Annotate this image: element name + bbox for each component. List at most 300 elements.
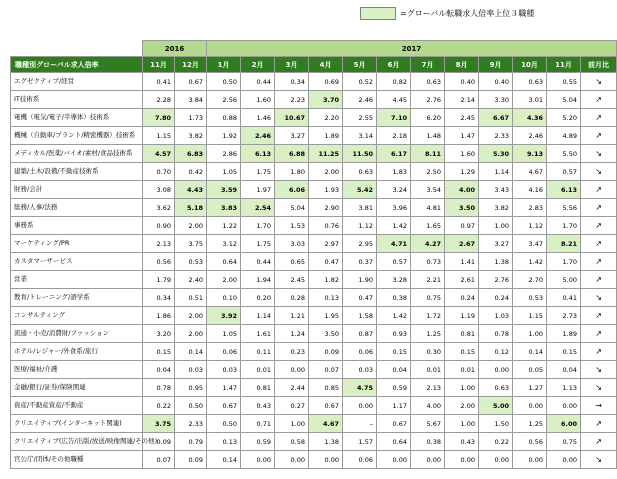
value-cell: 0.07 xyxy=(143,451,175,469)
value-cell: 0.75 xyxy=(547,433,581,451)
blank-cell xyxy=(11,41,143,57)
value-cell: 0.13 xyxy=(207,433,241,451)
value-cell: 3.83 xyxy=(207,199,241,217)
value-cell: 1.00 xyxy=(479,217,513,235)
value-cell: 1.65 xyxy=(411,217,445,235)
value-cell: 0.51 xyxy=(175,289,207,307)
value-cell: 2.28 xyxy=(143,91,175,109)
trend-arrow-icon: ↗ xyxy=(581,307,617,325)
value-cell: 0.57 xyxy=(377,253,411,271)
value-cell: 2.23 xyxy=(275,91,309,109)
table-row xyxy=(11,451,617,469)
value-cell: 0.53 xyxy=(175,253,207,271)
value-cell: 6.17 xyxy=(377,145,411,163)
value-cell: 0.43 xyxy=(241,397,275,415)
year-2016-header: 2016 xyxy=(143,41,207,57)
category-cell: 事務系 xyxy=(11,217,143,235)
value-cell: 0.00 xyxy=(309,451,343,469)
value-cell: 0.00 xyxy=(547,397,581,415)
value-cell: 1.93 xyxy=(309,181,343,199)
value-cell: 0.24 xyxy=(479,289,513,307)
value-cell: 0.14 xyxy=(513,343,547,361)
value-cell: 0.09 xyxy=(309,343,343,361)
trend-arrow-icon: ↗ xyxy=(581,325,617,343)
value-cell: 2.18 xyxy=(377,127,411,145)
value-cell: 0.64 xyxy=(377,433,411,451)
value-cell: 2.61 xyxy=(445,271,479,289)
value-cell: 0.00 xyxy=(377,451,411,469)
value-cell: 3.50 xyxy=(309,325,343,343)
value-cell: 0.59 xyxy=(377,379,411,397)
value-cell: 5.18 xyxy=(175,199,207,217)
table-row xyxy=(11,343,617,361)
value-cell: 3.92 xyxy=(207,307,241,325)
month-header: 2月 xyxy=(241,57,275,73)
legend xyxy=(360,6,534,20)
value-cell: 0.78 xyxy=(143,379,175,397)
trend-arrow-icon: ↗ xyxy=(581,433,617,451)
value-cell: 1.53 xyxy=(275,217,309,235)
value-cell: 1.15 xyxy=(513,307,547,325)
value-cell: 0.28 xyxy=(275,289,309,307)
value-cell: 1.50 xyxy=(479,415,513,433)
value-cell: 0.23 xyxy=(275,343,309,361)
value-cell: 6.67 xyxy=(479,109,513,127)
value-cell: 4.67 xyxy=(309,415,343,433)
value-cell: 1.70 xyxy=(547,217,581,235)
value-cell: 2.76 xyxy=(479,271,513,289)
value-cell: 1.61 xyxy=(241,325,275,343)
value-cell: 2.00 xyxy=(175,217,207,235)
value-cell: 3.50 xyxy=(445,199,479,217)
value-cell: 2.45 xyxy=(275,271,309,289)
trend-arrow-icon: ↗ xyxy=(581,127,617,145)
month-header: 1月 xyxy=(207,57,241,73)
value-cell: 1.47 xyxy=(207,379,241,397)
trend-arrow-icon: ↘ xyxy=(581,361,617,379)
value-cell: 2.00 xyxy=(175,307,207,325)
value-cell: 1.83 xyxy=(377,163,411,181)
value-cell: 0.50 xyxy=(207,415,241,433)
value-cell: 1.13 xyxy=(547,379,581,397)
value-cell: 0.24 xyxy=(445,289,479,307)
category-cell: 教育/トレーニング/語学系 xyxy=(11,289,143,307)
value-cell: 0.00 xyxy=(411,451,445,469)
value-cell: 1.79 xyxy=(143,271,175,289)
value-cell: 3.01 xyxy=(513,91,547,109)
value-cell: 0.63 xyxy=(479,379,513,397)
category-cell: メディカル/医薬/バイオ/素材/食品技術系 xyxy=(11,145,143,163)
value-cell: 0.06 xyxy=(207,343,241,361)
table-row xyxy=(11,361,617,379)
value-cell: 0.15 xyxy=(445,343,479,361)
value-cell: 0.93 xyxy=(377,325,411,343)
value-cell: 1.58 xyxy=(343,307,377,325)
value-cell: 1.14 xyxy=(479,163,513,181)
trend-arrow-icon: ↗ xyxy=(581,199,617,217)
value-cell: 4.81 xyxy=(411,199,445,217)
value-cell: 2.46 xyxy=(241,127,275,145)
value-cell: 5.50 xyxy=(547,145,581,163)
value-cell: 1.75 xyxy=(241,163,275,181)
value-cell: – xyxy=(343,415,377,433)
value-cell: 5.04 xyxy=(275,199,309,217)
value-cell: 4.89 xyxy=(547,127,581,145)
category-cell: クリエイティブ(広告/出版/放送/映像関連/その他) xyxy=(11,433,143,451)
value-cell: 8.21 xyxy=(547,235,581,253)
value-cell: 0.00 xyxy=(479,451,513,469)
table-row xyxy=(11,289,617,307)
trend-arrow-icon: ↗ xyxy=(581,271,617,289)
table-row xyxy=(11,163,617,181)
value-cell: 5.30 xyxy=(479,145,513,163)
category-cell: 総務/人事/法務 xyxy=(11,199,143,217)
value-cell: 0.55 xyxy=(547,73,581,91)
value-cell: 0.41 xyxy=(547,289,581,307)
value-cell: 0.76 xyxy=(309,217,343,235)
value-cell: 0.67 xyxy=(309,397,343,415)
table-row xyxy=(11,433,617,451)
value-cell: 4.45 xyxy=(377,91,411,109)
value-cell: 6.83 xyxy=(175,145,207,163)
table-row xyxy=(11,379,617,397)
value-cell: 0.34 xyxy=(275,73,309,91)
value-cell: 4.00 xyxy=(445,181,479,199)
value-cell: 2.33 xyxy=(479,127,513,145)
trend-arrow-icon: ↘ xyxy=(581,379,617,397)
value-cell: 7.10 xyxy=(377,109,411,127)
month-header: 11月 xyxy=(143,57,175,73)
value-cell: 0.15 xyxy=(377,343,411,361)
value-cell: 0.00 xyxy=(275,361,309,379)
value-cell: 2.55 xyxy=(343,109,377,127)
value-cell: 2.83 xyxy=(513,199,547,217)
value-cell: 0.37 xyxy=(343,253,377,271)
value-cell: 0.58 xyxy=(275,433,309,451)
value-cell: 0.04 xyxy=(547,361,581,379)
value-cell: 2.45 xyxy=(445,109,479,127)
value-cell: 0.00 xyxy=(275,451,309,469)
value-cell: 1.24 xyxy=(275,325,309,343)
value-cell: 0.20 xyxy=(241,289,275,307)
value-cell: 1.42 xyxy=(377,307,411,325)
value-cell: 5.67 xyxy=(411,415,445,433)
value-cell: 0.09 xyxy=(175,451,207,469)
value-cell: 1.86 xyxy=(143,307,175,325)
value-cell: 3.08 xyxy=(143,181,175,199)
value-cell: 3.54 xyxy=(411,181,445,199)
value-cell: 0.41 xyxy=(143,73,175,91)
value-cell: 1.21 xyxy=(275,307,309,325)
value-cell: 0.14 xyxy=(207,451,241,469)
table-row xyxy=(11,145,617,163)
value-cell: 1.42 xyxy=(513,253,547,271)
value-cell: 0.82 xyxy=(377,73,411,91)
value-cell: 2.46 xyxy=(343,91,377,109)
value-cell: 3.27 xyxy=(479,235,513,253)
category-cell: 医療/福祉/介護 xyxy=(11,361,143,379)
value-cell: 1.47 xyxy=(445,127,479,145)
value-cell: 1.94 xyxy=(241,271,275,289)
category-cell: 財務/会計 xyxy=(11,181,143,199)
value-cell: 0.57 xyxy=(547,163,581,181)
category-cell: エグゼクティブ/経営 xyxy=(11,73,143,91)
value-cell: 0.06 xyxy=(343,343,377,361)
table-row xyxy=(11,127,617,145)
value-cell: 0.10 xyxy=(207,289,241,307)
category-cell: 営業 xyxy=(11,271,143,289)
month-header: 3月 xyxy=(275,57,309,73)
value-cell: 0.00 xyxy=(445,451,479,469)
value-cell: 0.69 xyxy=(309,73,343,91)
value-cell: 1.00 xyxy=(445,379,479,397)
value-cell: 0.04 xyxy=(377,361,411,379)
value-cell: 0.95 xyxy=(175,379,207,397)
trend-arrow-icon: → xyxy=(581,397,617,415)
value-cell: 3.82 xyxy=(479,199,513,217)
value-cell: 2.67 xyxy=(445,235,479,253)
value-cell: 1.12 xyxy=(343,217,377,235)
value-cell: 1.00 xyxy=(275,415,309,433)
value-cell: 2.33 xyxy=(175,415,207,433)
value-cell: 0.67 xyxy=(207,397,241,415)
value-cell: 11.50 xyxy=(343,145,377,163)
value-cell: 2.00 xyxy=(445,397,479,415)
value-cell: 0.00 xyxy=(513,397,547,415)
value-cell: 3.47 xyxy=(513,235,547,253)
value-cell: 1.80 xyxy=(275,163,309,181)
value-cell: 0.63 xyxy=(343,163,377,181)
value-cell: 0.67 xyxy=(175,73,207,91)
trend-arrow-icon: ↘ xyxy=(581,145,617,163)
value-cell: 1.12 xyxy=(513,217,547,235)
value-cell: 0.42 xyxy=(175,163,207,181)
value-cell: 0.38 xyxy=(411,433,445,451)
value-cell: 0.78 xyxy=(479,325,513,343)
value-cell: 5.56 xyxy=(547,199,581,217)
month-header: 7月 xyxy=(411,57,445,73)
value-cell: 0.34 xyxy=(143,289,175,307)
value-cell: 1.95 xyxy=(309,307,343,325)
value-cell: 1.82 xyxy=(309,271,343,289)
value-cell: 0.90 xyxy=(143,217,175,235)
year-2017-header: 2017 xyxy=(207,41,617,57)
category-cell: 官公庁/団体/その他職種 xyxy=(11,451,143,469)
month-header: 5月 xyxy=(343,57,377,73)
month-header: 6月 xyxy=(377,57,411,73)
value-cell: 0.53 xyxy=(513,289,547,307)
trend-arrow-icon: ↗ xyxy=(581,415,617,433)
value-cell: 0.97 xyxy=(445,217,479,235)
table-row xyxy=(11,235,617,253)
value-cell: 1.89 xyxy=(309,127,343,145)
category-cell: 電機（電気/電子/半導体）技術系 xyxy=(11,109,143,127)
category-cell: クリエイティブ(インターネット関連) xyxy=(11,415,143,433)
value-cell: 0.70 xyxy=(143,163,175,181)
value-cell: 6.06 xyxy=(275,181,309,199)
value-cell: 0.00 xyxy=(547,451,581,469)
value-cell: 1.05 xyxy=(207,325,241,343)
value-cell: 3.27 xyxy=(275,127,309,145)
value-cell: 3.82 xyxy=(175,127,207,145)
table-row xyxy=(11,109,617,127)
value-cell: 0.22 xyxy=(479,433,513,451)
value-cell: 0.01 xyxy=(241,361,275,379)
value-cell: 1.73 xyxy=(175,109,207,127)
value-cell: 6.13 xyxy=(547,181,581,199)
value-cell: 2.13 xyxy=(411,379,445,397)
value-cell: 5.20 xyxy=(547,109,581,127)
value-cell: 7.80 xyxy=(143,109,175,127)
trend-arrow-icon: ↗ xyxy=(581,181,617,199)
trend-arrow-icon: ↗ xyxy=(581,253,617,271)
trend-arrow-icon: ↘ xyxy=(581,73,617,91)
value-cell: 0.01 xyxy=(445,361,479,379)
legend-label: =グローバル転職求人倍率上位３職種 xyxy=(400,8,535,18)
value-cell: 1.00 xyxy=(513,325,547,343)
value-cell: 3.30 xyxy=(479,91,513,109)
value-cell: 5.42 xyxy=(343,181,377,199)
value-cell: 0.14 xyxy=(175,343,207,361)
value-cell: 8.11 xyxy=(411,145,445,163)
value-cell: 0.09 xyxy=(143,433,175,451)
value-cell: 0.01 xyxy=(411,361,445,379)
value-cell: 0.64 xyxy=(207,253,241,271)
value-cell: 0.73 xyxy=(411,253,445,271)
value-cell: 4.71 xyxy=(377,235,411,253)
value-cell: 0.47 xyxy=(309,253,343,271)
value-cell: 1.60 xyxy=(445,145,479,163)
value-cell: 0.88 xyxy=(207,109,241,127)
value-cell: 0.00 xyxy=(241,451,275,469)
value-cell: 1.75 xyxy=(241,235,275,253)
value-cell: 4.57 xyxy=(143,145,175,163)
category-cell: 建築/土木/設備/不動産技術系 xyxy=(11,163,143,181)
category-cell: 流通・小売/消費財/ファッション xyxy=(11,325,143,343)
value-cell: 0.79 xyxy=(175,433,207,451)
value-cell: 0.81 xyxy=(241,379,275,397)
value-cell: 0.07 xyxy=(309,361,343,379)
value-cell: 4.67 xyxy=(513,163,547,181)
value-cell: 1.29 xyxy=(445,163,479,181)
value-cell: 5.00 xyxy=(479,397,513,415)
value-cell: 1.72 xyxy=(411,307,445,325)
value-cell: 2.95 xyxy=(343,235,377,253)
value-cell: 2.21 xyxy=(411,271,445,289)
month-header: 10月 xyxy=(513,57,547,73)
value-cell: 0.03 xyxy=(175,361,207,379)
value-cell: 3.43 xyxy=(479,181,513,199)
value-cell: 1.57 xyxy=(343,433,377,451)
value-cell: 1.14 xyxy=(241,307,275,325)
value-cell: 1.03 xyxy=(479,307,513,325)
category-cell: 金融/銀行/証券/保険関連 xyxy=(11,379,143,397)
value-cell: 0.50 xyxy=(175,397,207,415)
value-cell: 0.00 xyxy=(513,451,547,469)
value-cell: 6.20 xyxy=(411,109,445,127)
value-cell: 1.41 xyxy=(445,253,479,271)
value-cell: 2.20 xyxy=(309,109,343,127)
corner-label: 職種別グローバル求人倍率 xyxy=(11,57,143,73)
table-row xyxy=(11,397,617,415)
value-cell: 0.59 xyxy=(241,433,275,451)
value-cell: 2.00 xyxy=(207,271,241,289)
month-header: 11月 xyxy=(547,57,581,73)
value-cell: 1.05 xyxy=(207,163,241,181)
table-row xyxy=(11,253,617,271)
value-cell: 0.44 xyxy=(241,73,275,91)
value-cell: 2.86 xyxy=(207,145,241,163)
table-row xyxy=(11,271,617,289)
value-cell: 1.46 xyxy=(241,109,275,127)
year-header-row xyxy=(11,41,617,57)
category-cell: カスタマーサービス xyxy=(11,253,143,271)
value-cell: 1.25 xyxy=(411,325,445,343)
table-row xyxy=(11,73,617,91)
value-cell: 0.03 xyxy=(343,361,377,379)
value-cell: 11.25 xyxy=(309,145,343,163)
value-cell: 3.14 xyxy=(343,127,377,145)
value-cell: 2.76 xyxy=(411,91,445,109)
value-cell: 2.46 xyxy=(513,127,547,145)
table-row xyxy=(11,217,617,235)
value-cell: 3.62 xyxy=(143,199,175,217)
value-cell: 1.89 xyxy=(547,325,581,343)
value-cell: 1.17 xyxy=(377,397,411,415)
value-cell: 1.48 xyxy=(411,127,445,145)
trend-arrow-icon: ↗ xyxy=(581,217,617,235)
legend-swatch xyxy=(360,7,396,20)
value-cell: 0.50 xyxy=(207,73,241,91)
value-cell: 1.25 xyxy=(513,415,547,433)
value-cell: 0.47 xyxy=(343,289,377,307)
value-cell: 3.59 xyxy=(207,181,241,199)
table-row xyxy=(11,415,617,433)
value-cell: 2.00 xyxy=(309,163,343,181)
value-cell: 0.81 xyxy=(445,325,479,343)
value-cell: 3.28 xyxy=(377,271,411,289)
value-cell: 2.56 xyxy=(207,91,241,109)
value-cell: 2.70 xyxy=(513,271,547,289)
value-cell: 1.38 xyxy=(309,433,343,451)
value-cell: 0.75 xyxy=(411,289,445,307)
category-cell: 資産/不動産資産/不動産 xyxy=(11,397,143,415)
value-cell: 0.13 xyxy=(309,289,343,307)
value-cell: 0.71 xyxy=(241,415,275,433)
value-cell: 6.88 xyxy=(275,145,309,163)
trend-arrow-icon: ↗ xyxy=(581,343,617,361)
value-cell: 1.60 xyxy=(241,91,275,109)
category-cell: マーケティング/PR xyxy=(11,235,143,253)
month-header: 9月 xyxy=(479,57,513,73)
value-cell: 0.11 xyxy=(241,343,275,361)
trend-arrow-icon: ↗ xyxy=(581,109,617,127)
value-cell: 4.43 xyxy=(175,181,207,199)
value-cell: 0.44 xyxy=(241,253,275,271)
value-cell: 2.73 xyxy=(547,307,581,325)
trend-arrow-icon: ↘ xyxy=(581,163,617,181)
trend-arrow-icon: ↗ xyxy=(581,235,617,253)
value-cell: 2.14 xyxy=(445,91,479,109)
value-cell: 1.97 xyxy=(241,181,275,199)
value-cell: 5.04 xyxy=(547,91,581,109)
value-cell: 9.13 xyxy=(513,145,547,163)
value-cell: 0.38 xyxy=(377,289,411,307)
value-cell: 0.00 xyxy=(479,361,513,379)
value-cell: 3.20 xyxy=(143,325,175,343)
value-cell: 2.13 xyxy=(143,235,175,253)
category-cell: ホテル/レジャー/外食系/旅行 xyxy=(11,343,143,361)
